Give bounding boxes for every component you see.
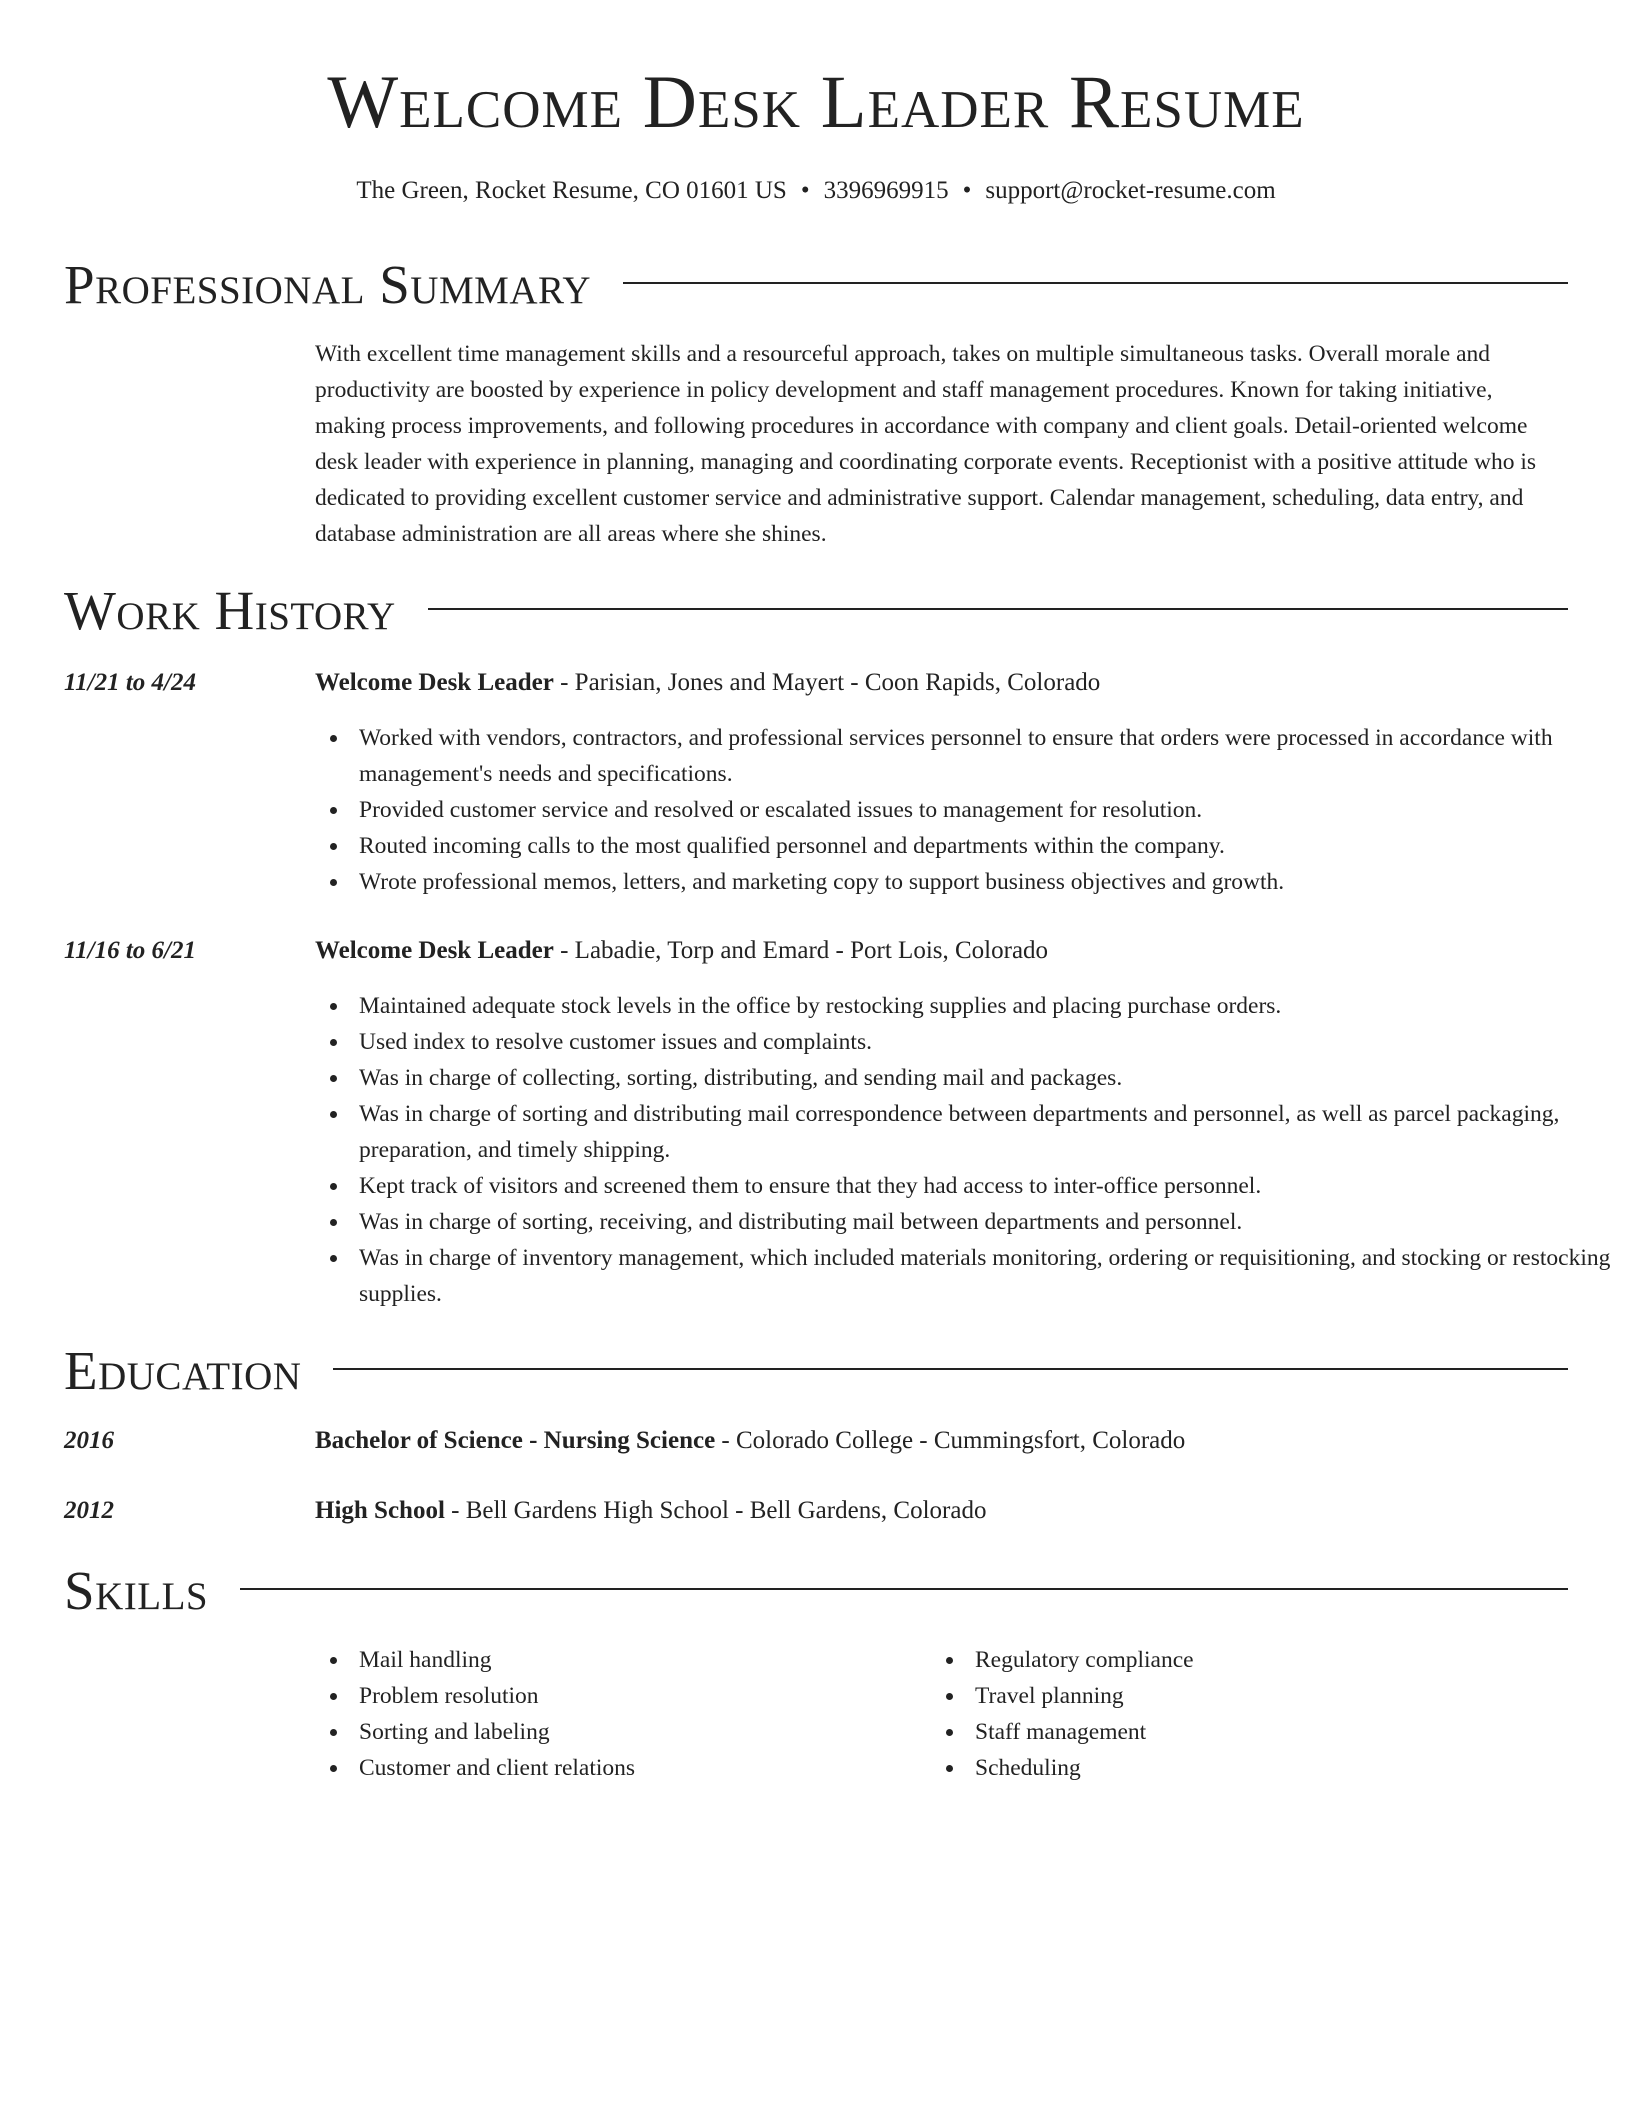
education-degree: Bachelor of Science - Nursing Science xyxy=(315,1427,716,1454)
list-item: Was in charge of collecting, sorting, distributing, and sending mail and packages. xyxy=(359,1060,1612,1096)
section-divider xyxy=(240,1588,1568,1590)
skill-item: Scheduling xyxy=(975,1750,1575,1786)
skill-item: Mail handling xyxy=(359,1642,919,1678)
job-details: - Parisian, Jones and Mayert - Coon Rapids, Colorado xyxy=(553,669,1101,696)
list-item: Used index to resolve customer issues and complaints. xyxy=(359,1024,1612,1060)
list-item: Routed incoming calls to the most qualified personnel and departments within the company. xyxy=(359,828,1612,864)
list-item: Wrote professional memos, letters, and marketing copy to support business objectives and growth. xyxy=(359,864,1612,900)
skill-item: Regulatory compliance xyxy=(975,1642,1575,1678)
skill-item: Problem resolution xyxy=(359,1678,919,1714)
list-item: Was in charge of sorting, receiving, and distributing mail between departments and personnel. xyxy=(359,1204,1612,1240)
skill-item: Sorting and labeling xyxy=(359,1714,919,1750)
job-dates: 11/16 to 6/21 xyxy=(64,937,196,964)
skills-section-header xyxy=(64,1560,1568,1622)
contact-separator: • xyxy=(962,177,972,204)
skills-list-right xyxy=(931,1642,1575,1786)
list-item: Provided customer service and resolved or escalated issues to management for resolution. xyxy=(359,792,1612,828)
job-role: Welcome Desk Leader xyxy=(315,937,554,964)
education-details: - Bell Gardens High School - Bell Gardens, Colorado xyxy=(444,1497,987,1524)
list-item: Maintained adequate stock levels in the office by restocking supplies and placing purchase orders. xyxy=(359,988,1612,1024)
job-heading xyxy=(315,934,1568,968)
job-dates: 11/21 to 4/24 xyxy=(64,669,196,696)
list-item: Kept track of visitors and screened them to ensure that they had access to inter-office personnel. xyxy=(359,1168,1612,1204)
section-title-work: Work History xyxy=(64,580,396,641)
section-title-summary: Professional Summary xyxy=(64,254,592,315)
skill-item: Customer and client relations xyxy=(359,1750,919,1786)
section-divider xyxy=(333,1368,1568,1370)
contact-separator: • xyxy=(800,177,810,204)
list-item: Was in charge of inventory management, which included materials monitoring, ordering or requisitioning, and stocking or restocking supplies. xyxy=(359,1240,1612,1312)
summary-section-header xyxy=(64,254,1568,316)
section-divider xyxy=(428,608,1568,610)
resume-title: Welcome Desk Leader Resume xyxy=(327,61,1305,144)
education-year: 2016 xyxy=(64,1427,114,1454)
section-title-skills: Skills xyxy=(64,1560,209,1621)
education-year: 2012 xyxy=(64,1497,114,1524)
summary-text: With excellent time management skills and a resourceful approach, takes on multiple simultaneous tasks. Overall morale and productivity are boosted by experience in policy development and staff management procedures. Known for taking initiative, making process improvements, and following procedures in accordance with company and client goals. Detail-oriented welcome desk leader with experience in planning, managing and coordinating corporate events. Receptionist with a positive attitude who is dedicated to providing excellent customer service and administrative support. Calendar management, scheduling, data entry, and database administration are all areas where she shines. xyxy=(315,341,1537,547)
section-divider xyxy=(623,282,1568,284)
section-title-education: Education xyxy=(64,1340,302,1401)
education-degree: High School xyxy=(315,1497,445,1524)
contact-line xyxy=(64,174,1568,208)
list-item: Was in charge of sorting and distributing mail correspondence between departments and personnel, as well as parcel packaging, preparation, and timely shipping. xyxy=(359,1096,1612,1168)
job-role: Welcome Desk Leader xyxy=(315,669,554,696)
education-heading xyxy=(315,1424,1568,1458)
skill-item: Travel planning xyxy=(975,1678,1575,1714)
work-section-header xyxy=(64,580,1568,642)
skills-list-left xyxy=(315,1642,919,1786)
education-section-header xyxy=(64,1340,1568,1402)
education-heading xyxy=(315,1494,1568,1528)
job-details: - Labadie, Torp and Emard - Port Lois, Colorado xyxy=(553,937,1049,964)
list-item: Worked with vendors, contractors, and professional services personnel to ensure that orders were processed in accordance with management's needs and specifications. xyxy=(359,720,1612,792)
contact-email: support@rocket-resume.com xyxy=(985,177,1276,204)
contact-phone: 3396969915 xyxy=(823,177,949,204)
skill-item: Staff management xyxy=(975,1714,1575,1750)
job-bullets xyxy=(315,720,1612,900)
education-details: - Colorado College - Cummingsfort, Colorado xyxy=(715,1427,1186,1454)
job-bullets xyxy=(315,988,1612,1312)
job-heading xyxy=(315,666,1568,700)
contact-address: The Green, Rocket Resume, CO 01601 US xyxy=(356,177,787,204)
